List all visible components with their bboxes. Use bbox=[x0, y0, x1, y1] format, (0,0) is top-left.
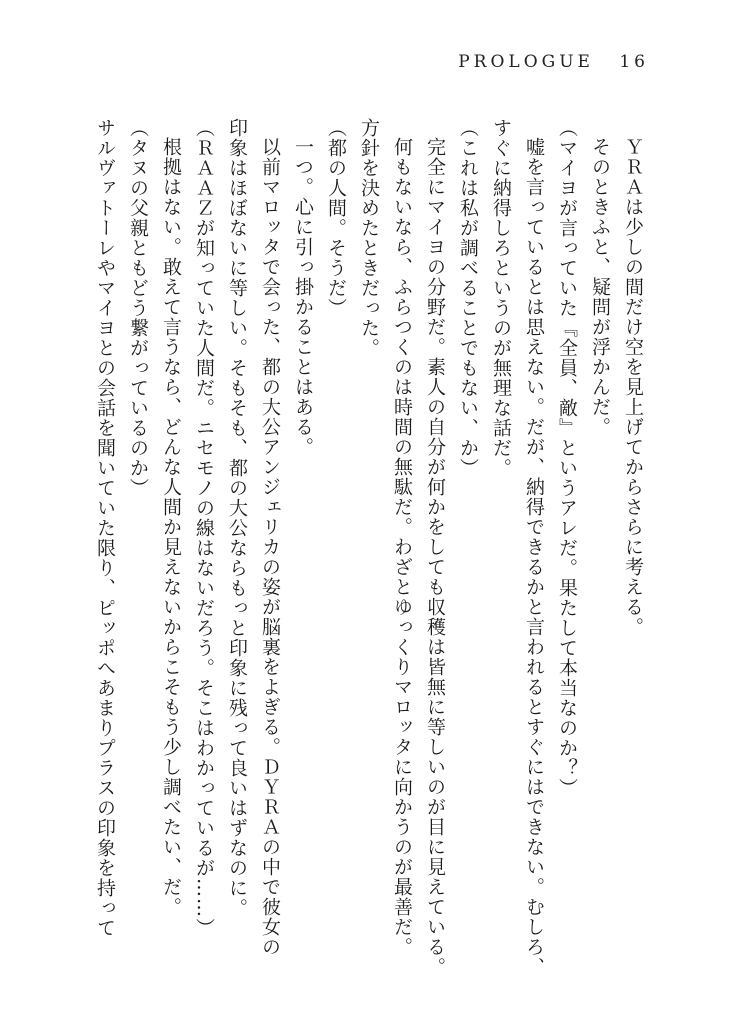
text-line: サルヴァトーレやマイヨとの会話を聞いていた限り、ピッポへあまりプラスの印象を持って bbox=[94, 118, 116, 938]
text-line: 根拠はない。敢えて言うなら、どんな人間か見えないからこそもう少し調べたい、だ。 bbox=[160, 137, 182, 917]
text-line: 完全にマイヨの分野だ。素人の自分が何かをしても収穫は皆無に等しいのが目に見えている。 bbox=[424, 137, 446, 977]
text-line: （マイヨが言っていた『全員、敵』というアレだ。果たして本当なのか？） bbox=[556, 118, 578, 798]
text-line: 何もないなら、ふらつくのは時間の無駄だ。わざとゆっくりマロッタに向かうのが最善だ。 bbox=[391, 137, 413, 957]
text-line: 印象はほぼないに等しい。そもそも、都の大公ならもっと印象に残って良いはずなのに。 bbox=[226, 118, 248, 918]
chapter-title: PROLOGUE bbox=[458, 52, 594, 72]
text-line: そのときふと、疑問が浮かんだ。 bbox=[589, 137, 611, 437]
text-line: （これは私が調べることでもない、か） bbox=[457, 118, 479, 478]
text-line: 以前マロッタで会った、都の大公アンジェリカの姿が脳裏をよぎる。ＤＹＲＡの中で彼女の bbox=[259, 137, 281, 957]
text-line: （ＲＡＡＺが知っていた人間だ。ニセモノの線はないだろう。そこはわかっているが……） bbox=[193, 118, 215, 938]
text-line: （タヌの父親ともどう繋がっているのか） bbox=[127, 118, 149, 498]
page-number: 16 bbox=[619, 52, 649, 72]
text-line: （都の人間。そうだ） bbox=[325, 118, 347, 318]
text-line: ＹＲＡは少しの間だけ空を見上げてからさらに考える。 bbox=[622, 137, 644, 637]
text-line: 嘘を言っているとは思えない。だが、納得できるかと言われるとすぐにはできない。むしろ、 bbox=[523, 137, 545, 977]
body-text bbox=[89, 118, 649, 977]
running-header bbox=[458, 52, 649, 72]
text-line: 方針を決めたときだった。 bbox=[358, 118, 380, 358]
text-line: すぐに納得しろというのが無理な話だ。 bbox=[490, 118, 512, 478]
text-line: 一つ。心に引っ掛かることはある。 bbox=[292, 137, 314, 457]
